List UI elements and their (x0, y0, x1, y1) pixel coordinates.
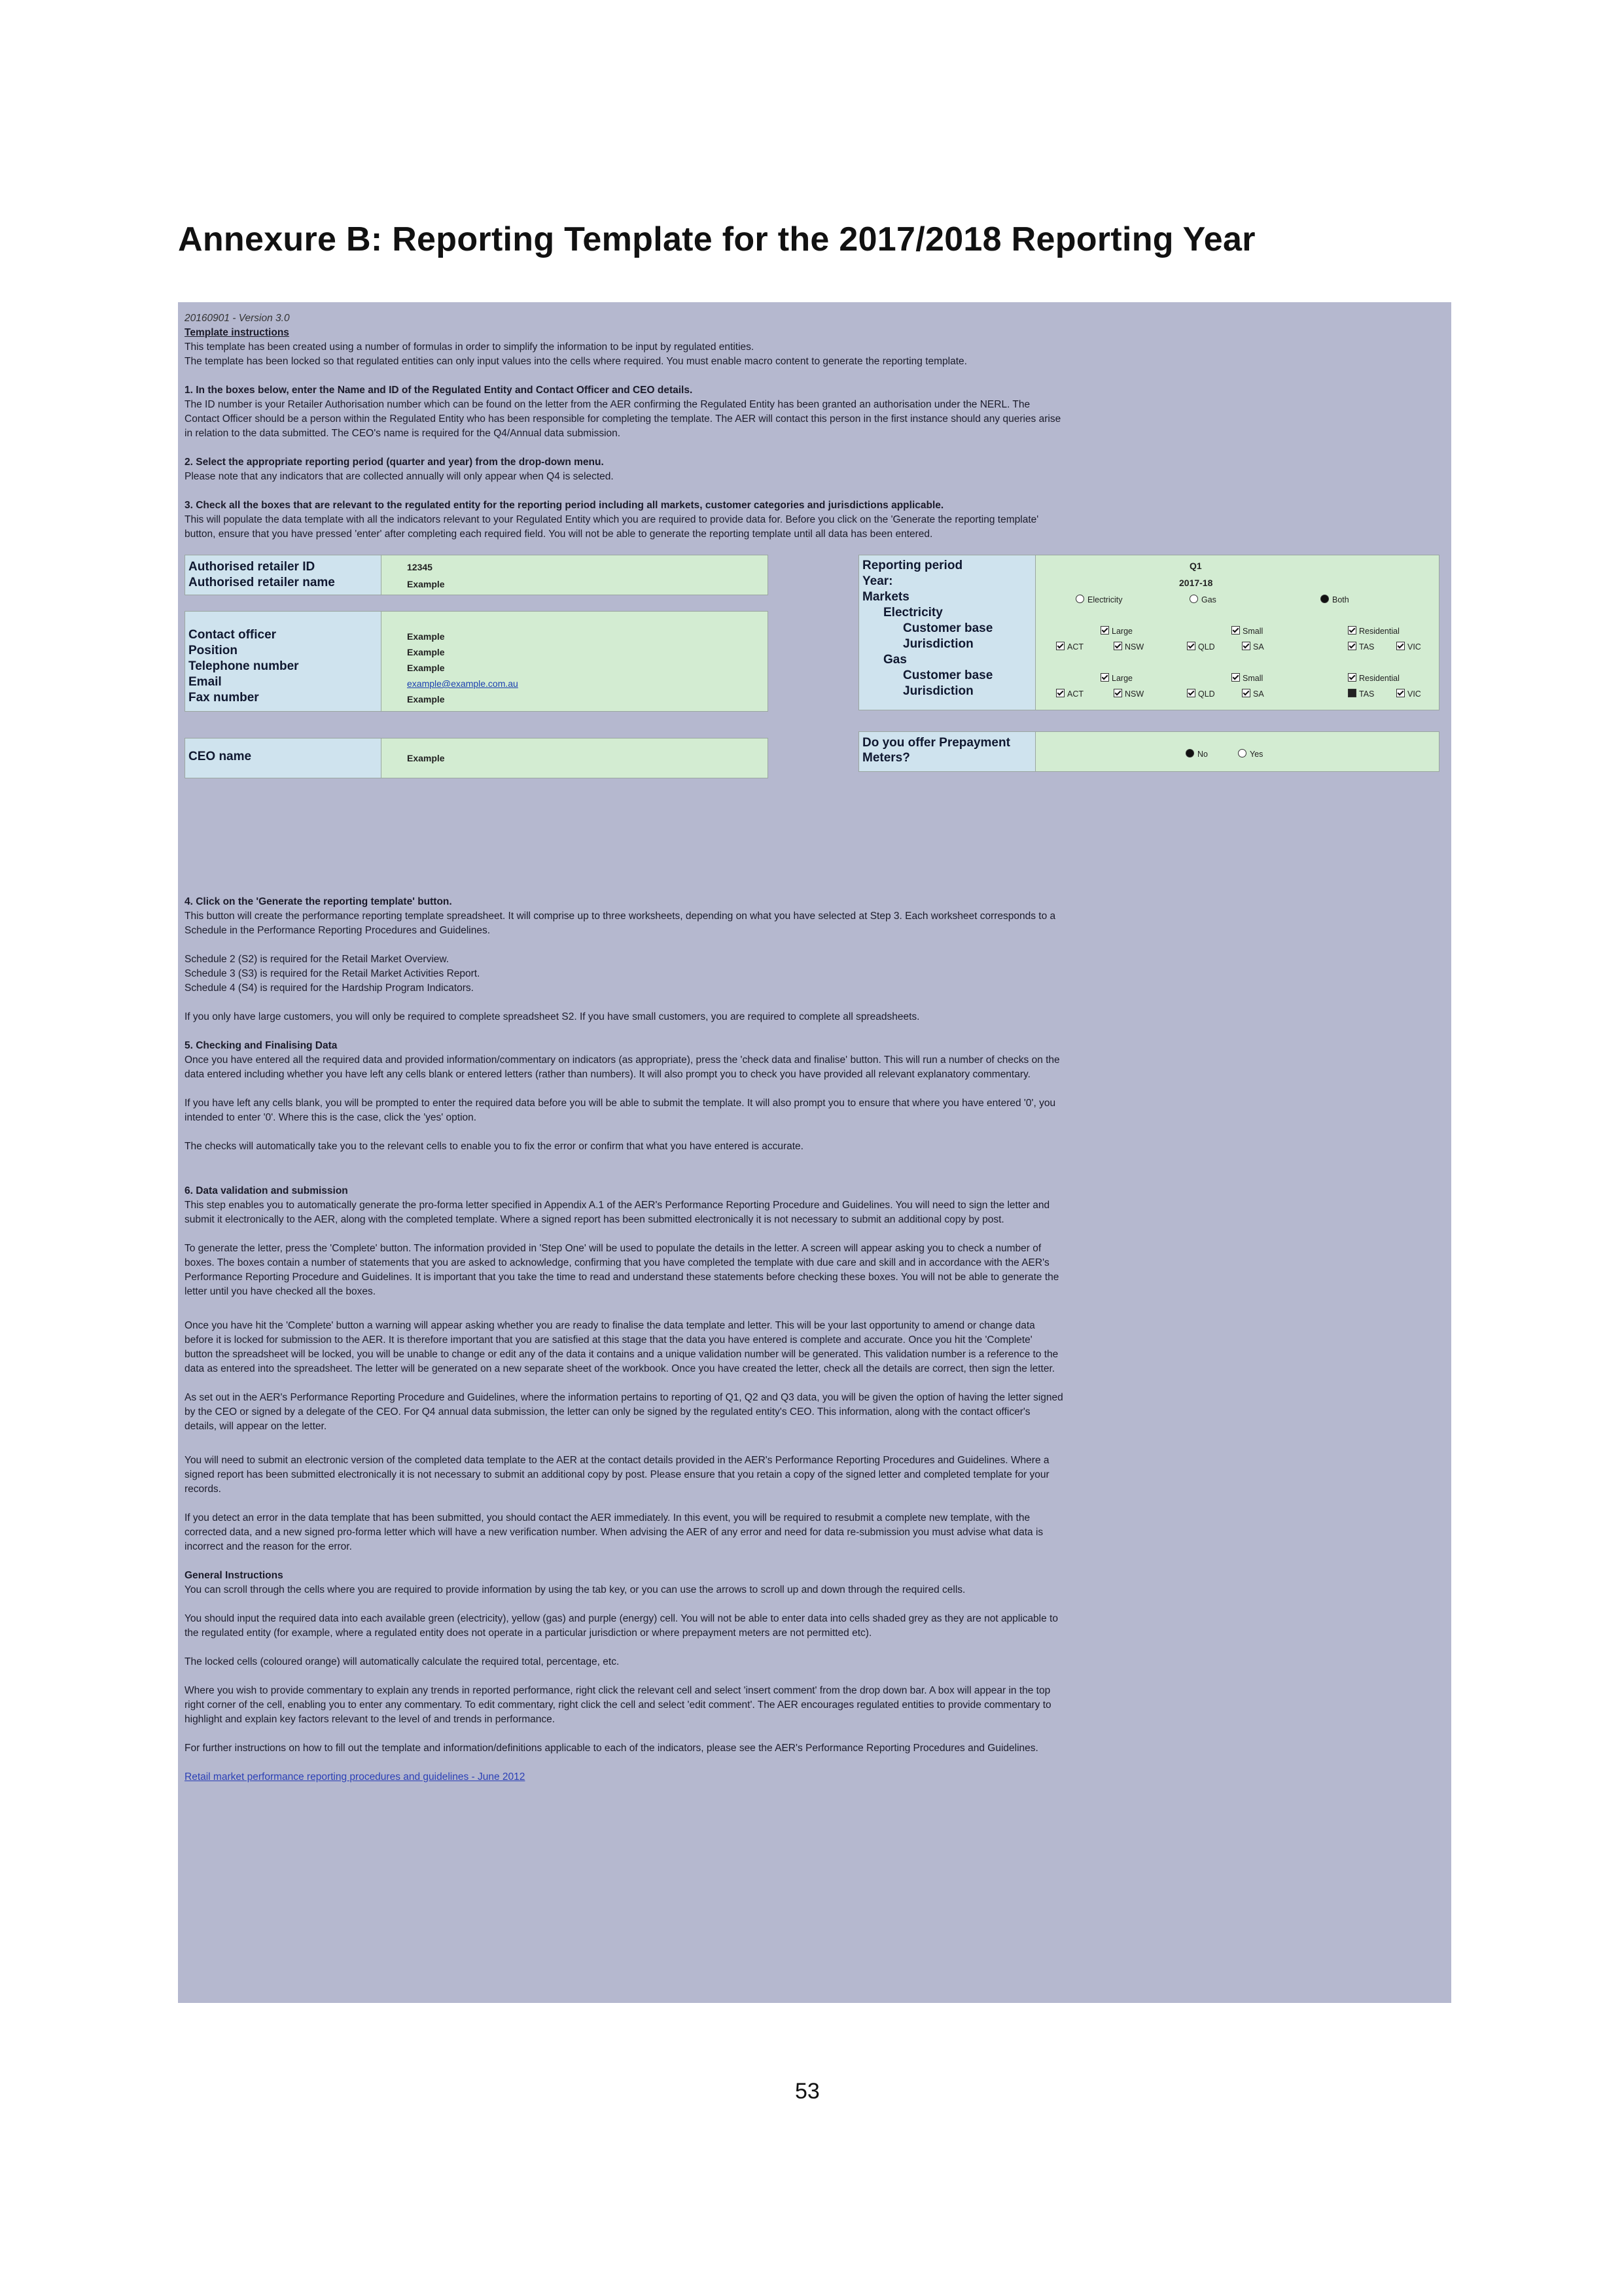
reporting-period-label: Reporting period (862, 559, 963, 572)
instructions-title: Template instructions (185, 327, 289, 338)
schedule-item: Schedule 4 (S4) is required for the Hardship Program Indicators. (185, 983, 474, 994)
step6-line: letter until you have checked all the boxes. (185, 1286, 376, 1297)
step5-title: 5. Checking and Finalising Data (185, 1040, 338, 1051)
elec-customer-residential[interactable]: Residential (1348, 624, 1400, 638)
checkbox-icon (1231, 626, 1240, 635)
gas-jurisdiction-label: Jurisdiction (903, 684, 974, 698)
procedures-guidelines-link[interactable]: Retail market performance reporting procedures and guidelines - June 2012 (185, 1771, 525, 1783)
general-line: You should input the required data into each available green (electricity), yellow (gas) and purple (energy) cell. You will not be able to enter data into cells shaded grey as they are not applicable to (185, 1613, 1058, 1624)
radio-selected-icon (1320, 595, 1329, 603)
checkbox-icon (1396, 642, 1405, 650)
step6-title: 6. Data validation and submission (185, 1185, 348, 1196)
general-line: You can scroll through the cells where you are required to provide information by using the tab key, or you can use the arrows to scroll up and down through the required cells. (185, 1584, 966, 1595)
step5-line: intended to enter '0'. Where this is the case, click the 'yes' option. (185, 1112, 477, 1123)
gas-jur-vic[interactable]: VIC (1396, 687, 1421, 701)
checkbox-icon (1242, 642, 1250, 650)
step5-line: Once you have entered all the required data and provided information/commentary on indicators (as appropriate), press the 'check data and finalise' button. This will run a number of checks on the (185, 1054, 1060, 1066)
page-heading: Annexure B: Reporting Template for the 2017/2018 Reporting Year (178, 220, 1256, 258)
radio-icon (1076, 595, 1084, 603)
year-select[interactable]: 2017-18 (1179, 578, 1213, 588)
step6-line: Performance Reporting Procedure and Guidelines. It is important that you take the time to read and understand these statements before checking these boxes. You will not be able to generate the (185, 1272, 1059, 1283)
step6-line: To generate the letter, press the 'Complete' button. The information provided in 'Step One' will be used to populate the details in the letter. A screen will appear asking you to check a number of (185, 1243, 1042, 1254)
step1-line: The ID number is your Retailer Authorisation number which can be found on the letter from the AER confirming the Regulated Entity has been granted an authorisation under the NERL. The (185, 399, 1031, 410)
gas-customer-residential[interactable]: Residential (1348, 671, 1400, 686)
step1-line: in relation to the data submitted. The CEO's name is required for the Q4/Annual data submission. (185, 428, 621, 439)
step5-line: If you have left any cells blank, you will be prompted to enter the required data before you will be able to submit the template. It will also prompt you to ensure that where you have entered '0', you (185, 1098, 1056, 1109)
fax-label: Fax number (188, 691, 259, 704)
prepayment-option-yes[interactable]: Yes (1238, 747, 1263, 761)
radio-icon (1238, 749, 1246, 757)
general-instructions-title: General Instructions (185, 1570, 283, 1581)
gas-customer-large[interactable]: Large (1101, 671, 1133, 686)
step6-line: button the spreadsheet will be locked, you will be unable to change or edit any of the data it contains and a unique validation number will be generated. This validation number is a reference to the (185, 1349, 1059, 1360)
elec-customer-small[interactable]: Small (1231, 624, 1263, 638)
step6-line: boxes. The boxes contain a number of statements that you are asked to acknowledge, confirming that you have completed the template with due care and skill and in accordance with the AER's (185, 1257, 1050, 1268)
entity-details-form (185, 555, 1439, 895)
position-label: Position (188, 644, 238, 657)
step5-line: The checks will automatically take you to the relevant cells to enable you to fix the error or confirm that what you have entered is accurate. (185, 1141, 803, 1152)
market-option-electricity[interactable]: Electricity (1076, 593, 1122, 607)
checkbox-icon (1348, 642, 1356, 650)
step6-line: If you detect an error in the data template that has been submitted, you should contact the AER immediately. In this event, you will be required to resubmit a complete new template, with the (185, 1512, 1031, 1523)
prepayment-value-panel (1035, 731, 1439, 772)
gas-label: Gas (883, 653, 907, 667)
retailer-id-label: Authorised retailer ID (188, 560, 315, 574)
step6-line: records. (185, 1484, 221, 1495)
version-label: 20160901 - Version 3.0 (185, 313, 290, 324)
checkbox-icon (1187, 642, 1195, 650)
general-line: the regulated entity (for example, where a regulated entity does not operate in a particular jurisdiction or where prepayment meters are not permitted etc). (185, 1627, 872, 1639)
step6-line: corrected data, and a new signed pro-forma letter which will have a new verification number. When advising the AER of any error and need for data re-submission you must advise what data is (185, 1527, 1044, 1538)
general-line: highlight and explain key factors relevant to the level of and trends in performance. (185, 1714, 556, 1725)
step6-line: before it is locked for submission to the AER. It is therefore important that you are satisfied at this stage that the data you have entered is complete and accurate. Once you hit the 'Complete' (185, 1334, 1033, 1346)
checkbox-icon (1114, 689, 1122, 697)
step6-line: submit it electronically to the AER, along with the completed template. Where a signed report has been submitted electronically it is not necessary to submit an additional copy by post. (185, 1214, 1004, 1225)
step6-line: You will need to submit an electronic version of the completed data template to the AER at the contact details provided in the AER's Performance Reporting Procedures and Guidelines. Where a (185, 1455, 1050, 1466)
step1-title: 1. In the boxes below, enter the Name and ID of the Regulated Entity and Contact Officer and CEO details. (185, 385, 693, 396)
elec-jur-act[interactable]: ACT (1056, 640, 1084, 654)
reporting-period-select[interactable]: Q1 (1190, 561, 1202, 571)
fax-input[interactable]: Example (407, 694, 445, 704)
elec-jur-vic[interactable]: VIC (1396, 640, 1421, 654)
checkbox-icon (1187, 689, 1195, 697)
general-line: Where you wish to provide commentary to explain any trends in reported performance, right click the relevant cell and select 'insert comment' from the drop down bar. A box will appear in the top (185, 1685, 1051, 1696)
step6-line: data as entered into the spreadsheet. The letter will be generated on a new separate sheet of the workbook. Once you have created the letter, check all the details are correct, then sign the letter. (185, 1363, 1055, 1374)
contact-officer-input[interactable]: Example (407, 631, 445, 642)
ceo-label: CEO name (188, 750, 252, 763)
ceo-input[interactable]: Example (407, 753, 445, 763)
template-screenshot (178, 302, 1451, 2003)
contact-officer-label: Contact officer (188, 628, 277, 642)
email-label: Email (188, 675, 222, 689)
gas-customer-small[interactable]: Small (1231, 671, 1263, 686)
intro-line: This template has been created using a number of formulas in order to simplify the information to be input by regulated entities. (185, 341, 754, 353)
gas-jur-nsw[interactable]: NSW (1114, 687, 1144, 701)
checkbox-icon (1114, 642, 1122, 650)
gas-jur-sa[interactable]: SA (1242, 687, 1264, 701)
step2-text: Please note that any indicators that are collected annually will only appear when Q4 is selected. (185, 471, 614, 482)
elec-jur-sa[interactable]: SA (1242, 640, 1264, 654)
step3-line: button, ensure that you have pressed 'enter' after completing each required field. You will not be able to generate the reporting template until all data has been entered. (185, 529, 933, 540)
step3-line: This will populate the data template with all the indicators relevant to your Regulated Entity which you are required to provide data for. Before you click on the 'Generate the reporting template' (185, 514, 1039, 525)
checkbox-icon (1396, 689, 1405, 697)
page-number: 53 (795, 2079, 820, 2104)
prepayment-option-no[interactable]: No (1186, 747, 1208, 761)
position-input[interactable]: Example (407, 647, 445, 657)
step2-title: 2. Select the appropriate reporting period (quarter and year) from the drop-down menu. (185, 457, 604, 468)
checkbox-icon (1348, 673, 1356, 682)
checkbox-icon (1231, 673, 1240, 682)
step1-line: Contact Officer should be a person within the Regulated Entity who has been responsible for completing the template. The AER will contact this person in the first instance should any queries arise (185, 413, 1061, 425)
elec-jur-nsw[interactable]: NSW (1114, 640, 1144, 654)
elec-jur-tas[interactable]: TAS (1348, 640, 1374, 654)
elec-customer-base-label: Customer base (903, 621, 993, 635)
general-line: right corner of the cell, enabling you to enter any commentary. To edit commentary, right click the cell and select 'edit comment'. The AER encourages regulated entities to provide commentary to (185, 1699, 1051, 1711)
checkbox-icon (1242, 689, 1250, 697)
step6-line: incorrect and the reason for the error. (185, 1541, 352, 1552)
checkbox-icon (1056, 642, 1065, 650)
elec-jurisdiction-label: Jurisdiction (903, 637, 974, 651)
telephone-label: Telephone number (188, 659, 299, 673)
step6-line: Once you have hit the 'Complete' button a warning will appear asking whether you are ready to finalise the data template and letter. This will be your last opportunity to amend or change data (185, 1320, 1035, 1331)
step4-title: 4. Click on the 'Generate the reporting template' button. (185, 896, 452, 907)
market-option-both[interactable]: Both (1320, 593, 1349, 607)
gas-jur-act[interactable]: ACT (1056, 687, 1084, 701)
checkbox-icon (1056, 689, 1065, 697)
gas-customer-base-label: Customer base (903, 669, 993, 682)
retailer-name-label: Authorised retailer name (188, 576, 335, 589)
step6-line: This step enables you to automatically generate the pro-forma letter specified in Appendix A.1 of the AER's Performance Reporting Procedure and Guidelines. You will need to sign the letter and (185, 1200, 1050, 1211)
telephone-input[interactable]: Example (407, 663, 445, 673)
year-label: Year: (862, 574, 893, 588)
step6-line: by the CEO or signed by a delegate of the CEO. For Q4 annual data submission, the letter can only be signed by the regulated entity's CEO. This information, along with the contact officer's (185, 1406, 1031, 1418)
elec-jur-qld[interactable]: QLD (1187, 640, 1215, 654)
step4-line: Schedule in the Performance Reporting Procedures and Guidelines. (185, 925, 490, 936)
step4-line: This button will create the performance reporting template spreadsheet. It will comprise up to three worksheets, depending on what you have selected at Step 3. Each worksheet corresponds to a (185, 911, 1056, 922)
checkbox-icon (1101, 673, 1109, 682)
radio-icon (1190, 595, 1198, 603)
step5-line: data entered including whether you have left any cells blank or entered letters (rather than numbers). It will also prompt you to check you have provided all relevant explanatory commentary. (185, 1069, 1031, 1080)
further-instructions: For further instructions on how to fill out the template and information/definitions applicable to each of the indicators, please see the AER's Performance Reporting Procedures and Guidelines. (185, 1743, 1038, 1754)
step6-line: details, will appear on the letter. (185, 1421, 327, 1432)
markets-label: Markets (862, 590, 909, 604)
checkbox-icon (1348, 626, 1356, 635)
gas-jur-tas[interactable]: TAS (1348, 687, 1374, 701)
large-customers-note: If you only have large customers, you will only be required to complete spreadsheet S2. If you have small customers, you are required to complete all spreadsheets. (185, 1011, 920, 1022)
intro-line: The template has been locked so that regulated entities can only input values into the cells where required. You must enable macro content to generate the reporting template. (185, 356, 967, 367)
general-line: The locked cells (coloured orange) will automatically calculate the required total, percentage, etc. (185, 1656, 620, 1667)
checkbox-filled-icon (1348, 689, 1356, 697)
step6-line: signed report has been submitted electronically it is not necessary to submit an additional copy by post. Please ensure that you retain a copy of the signed letter and completed template for your (185, 1469, 1050, 1480)
retailer-name-input[interactable]: Example (407, 579, 445, 589)
step6-line: As set out in the AER's Performance Reporting Procedure and Guidelines, where the information pertains to reporting of Q1, Q2 and Q3 data, you will be given the option of having the letter signed (185, 1392, 1063, 1403)
checkbox-icon (1101, 626, 1109, 635)
step3-title: 3. Check all the boxes that are relevant to the regulated entity for the reporting period including all markets, customer categories and jurisdictions applicable. (185, 500, 944, 511)
market-option-gas[interactable]: Gas (1190, 593, 1216, 607)
electricity-label: Electricity (883, 606, 943, 619)
prepayment-label: Do you offer Prepayment Meters? (862, 736, 1010, 765)
elec-customer-large[interactable]: Large (1101, 624, 1133, 638)
retailer-id-input[interactable]: 12345 (407, 562, 432, 572)
gas-jur-qld[interactable]: QLD (1187, 687, 1215, 701)
email-input[interactable]: example@example.com.au (407, 678, 518, 689)
schedule-item: Schedule 2 (S2) is required for the Retail Market Overview. (185, 954, 450, 965)
schedule-item: Schedule 3 (S3) is required for the Retail Market Activities Report. (185, 968, 480, 979)
radio-selected-icon (1186, 749, 1194, 757)
